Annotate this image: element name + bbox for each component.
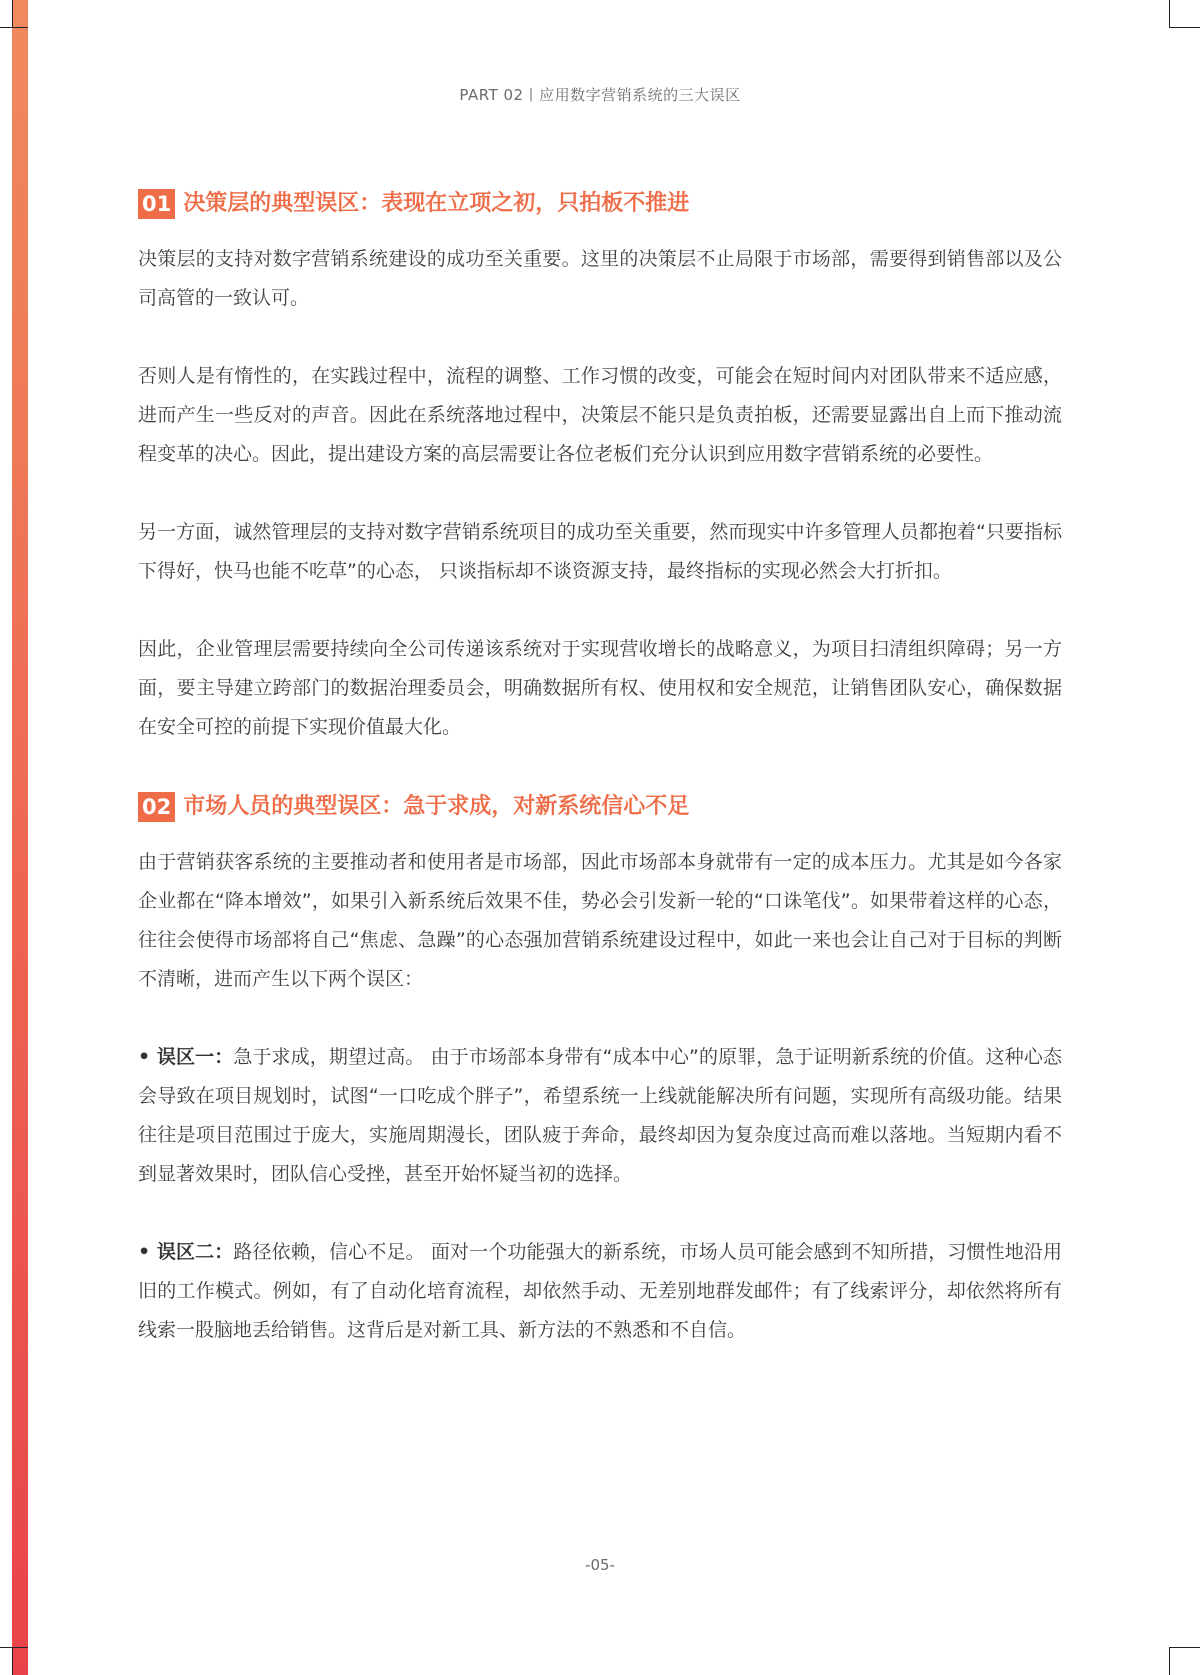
section-1-paragraph-4: 因此，企业管理层需要持续向全公司传递该系统对于实现营收增长的战略意义，为项目扫清组织障碍；另一方面，要主导建立跨部门的数据治理委员会，明确数据所有权、使用权和安全规范，让销售团队安心，确保数据在安全可控的前提下实现价值最大化。: [138, 638, 1062, 738]
crop-mark-bottom-right-h: [1170, 1647, 1200, 1648]
section-2-bullet-1: [138, 1038, 1062, 1194]
section-2-number: 02: [138, 792, 175, 822]
section-2-heading: [138, 789, 1062, 825]
crop-mark-bottom-right: [1169, 1647, 1170, 1675]
section-1-paragraph-2: 否则人是有惰性的，在实践过程中，流程的调整、工作习惯的改变，可能会在短时间内对团队带来不适应感，进而产生一些反对的声音。因此在系统落地过程中，决策层不能只是负责拍板，还需要显露出自上而下推动流程变革的决心。因此，提出建设方案的高层需要让各位老板们充分认识到应用数字营销系统的必要性。: [138, 365, 1062, 465]
section-2-intro: 由于营销获客系统的主要推动者和使用者是市场部，因此市场部本身就带有一定的成本压力。尤其是如今各家企业都在“降本增效”，如果引入新系统后效果不佳，势必会引发新一轮的“口诛笔伐”。如果带着这样的心态，往往会使得市场部将自己“焦虑、急躁”的心态强加营销系统建设过程中，如此一来也会让自己对于目标的判断不清晰，进而产生以下两个误区：: [138, 851, 1062, 990]
running-header: PART 02丨应用数字营销系统的三大误区: [459, 86, 741, 104]
section-1-paragraph-3: 另一方面，诚然管理层的支持对数字营销系统项目的成功至关重要，然而现实中许多管理人员都抱着“只要指标下得好，快马也能不吃草”的心态， 只谈指标却不谈资源支持，最终指标的实现必然会大打折扣。: [138, 521, 1062, 582]
bullet-1-label: • 误区一：: [138, 1046, 234, 1068]
page-content: [138, 186, 1062, 1350]
page-number: -05-: [585, 1556, 615, 1574]
section-2-title: 市场人员的典型误区：急于求成，对新系统信心不足: [183, 794, 690, 819]
crop-mark-bottom-left-h: [0, 1647, 28, 1648]
bullet-1-text: 急于求成，期望过高。 由于市场部本身带有“成本中心”的原罪，急于证明新系统的价值。这种心态会导致在项目规划时，试图“一口吃成个胖子”，希望系统一上线就能解决所有问题，实现所有高级功能。结果往往是项目范围过于庞大，实施周期漫长，团队疲于奔命，最终却因为复杂度过高而难以落地。当短期内看不到显著效果时，团队信心受挫，甚至开始怀疑当初的选择。: [138, 1046, 1062, 1185]
section-1-title: 决策层的典型误区：表现在立项之初，只拍板不推进: [183, 191, 690, 216]
section-1-paragraph-1: 决策层的支持对数字营销系统建设的成功至关重要。这里的决策层不止局限于市场部，需要得到销售部以及公司高管的一致认可。: [138, 248, 1062, 309]
crop-mark-top-right: [1169, 0, 1170, 28]
section-2-bullet-2: [138, 1233, 1062, 1350]
crop-mark-bottom-left: [12, 1647, 13, 1675]
crop-mark-top-left: [12, 0, 13, 28]
bullet-2-text: 路径依赖，信心不足。 面对一个功能强大的新系统，市场人员可能会感到不知所措，习惯性地沿用旧的工作模式。例如，有了自动化培育流程，却依然手动、无差别地群发邮件；有了线索评分，却依然将所有线索一股脑地丢给销售。这背后是对新工具、新方法的不熟悉和不自信。: [138, 1241, 1062, 1341]
decorative-left-bar: [12, 0, 28, 1675]
crop-mark-top-right-h: [1170, 27, 1200, 28]
section-1-heading: [138, 186, 1062, 222]
bullet-2-label: • 误区二：: [138, 1241, 234, 1263]
section-1-number: 01: [138, 189, 175, 219]
crop-mark-top-left-h: [0, 27, 28, 28]
